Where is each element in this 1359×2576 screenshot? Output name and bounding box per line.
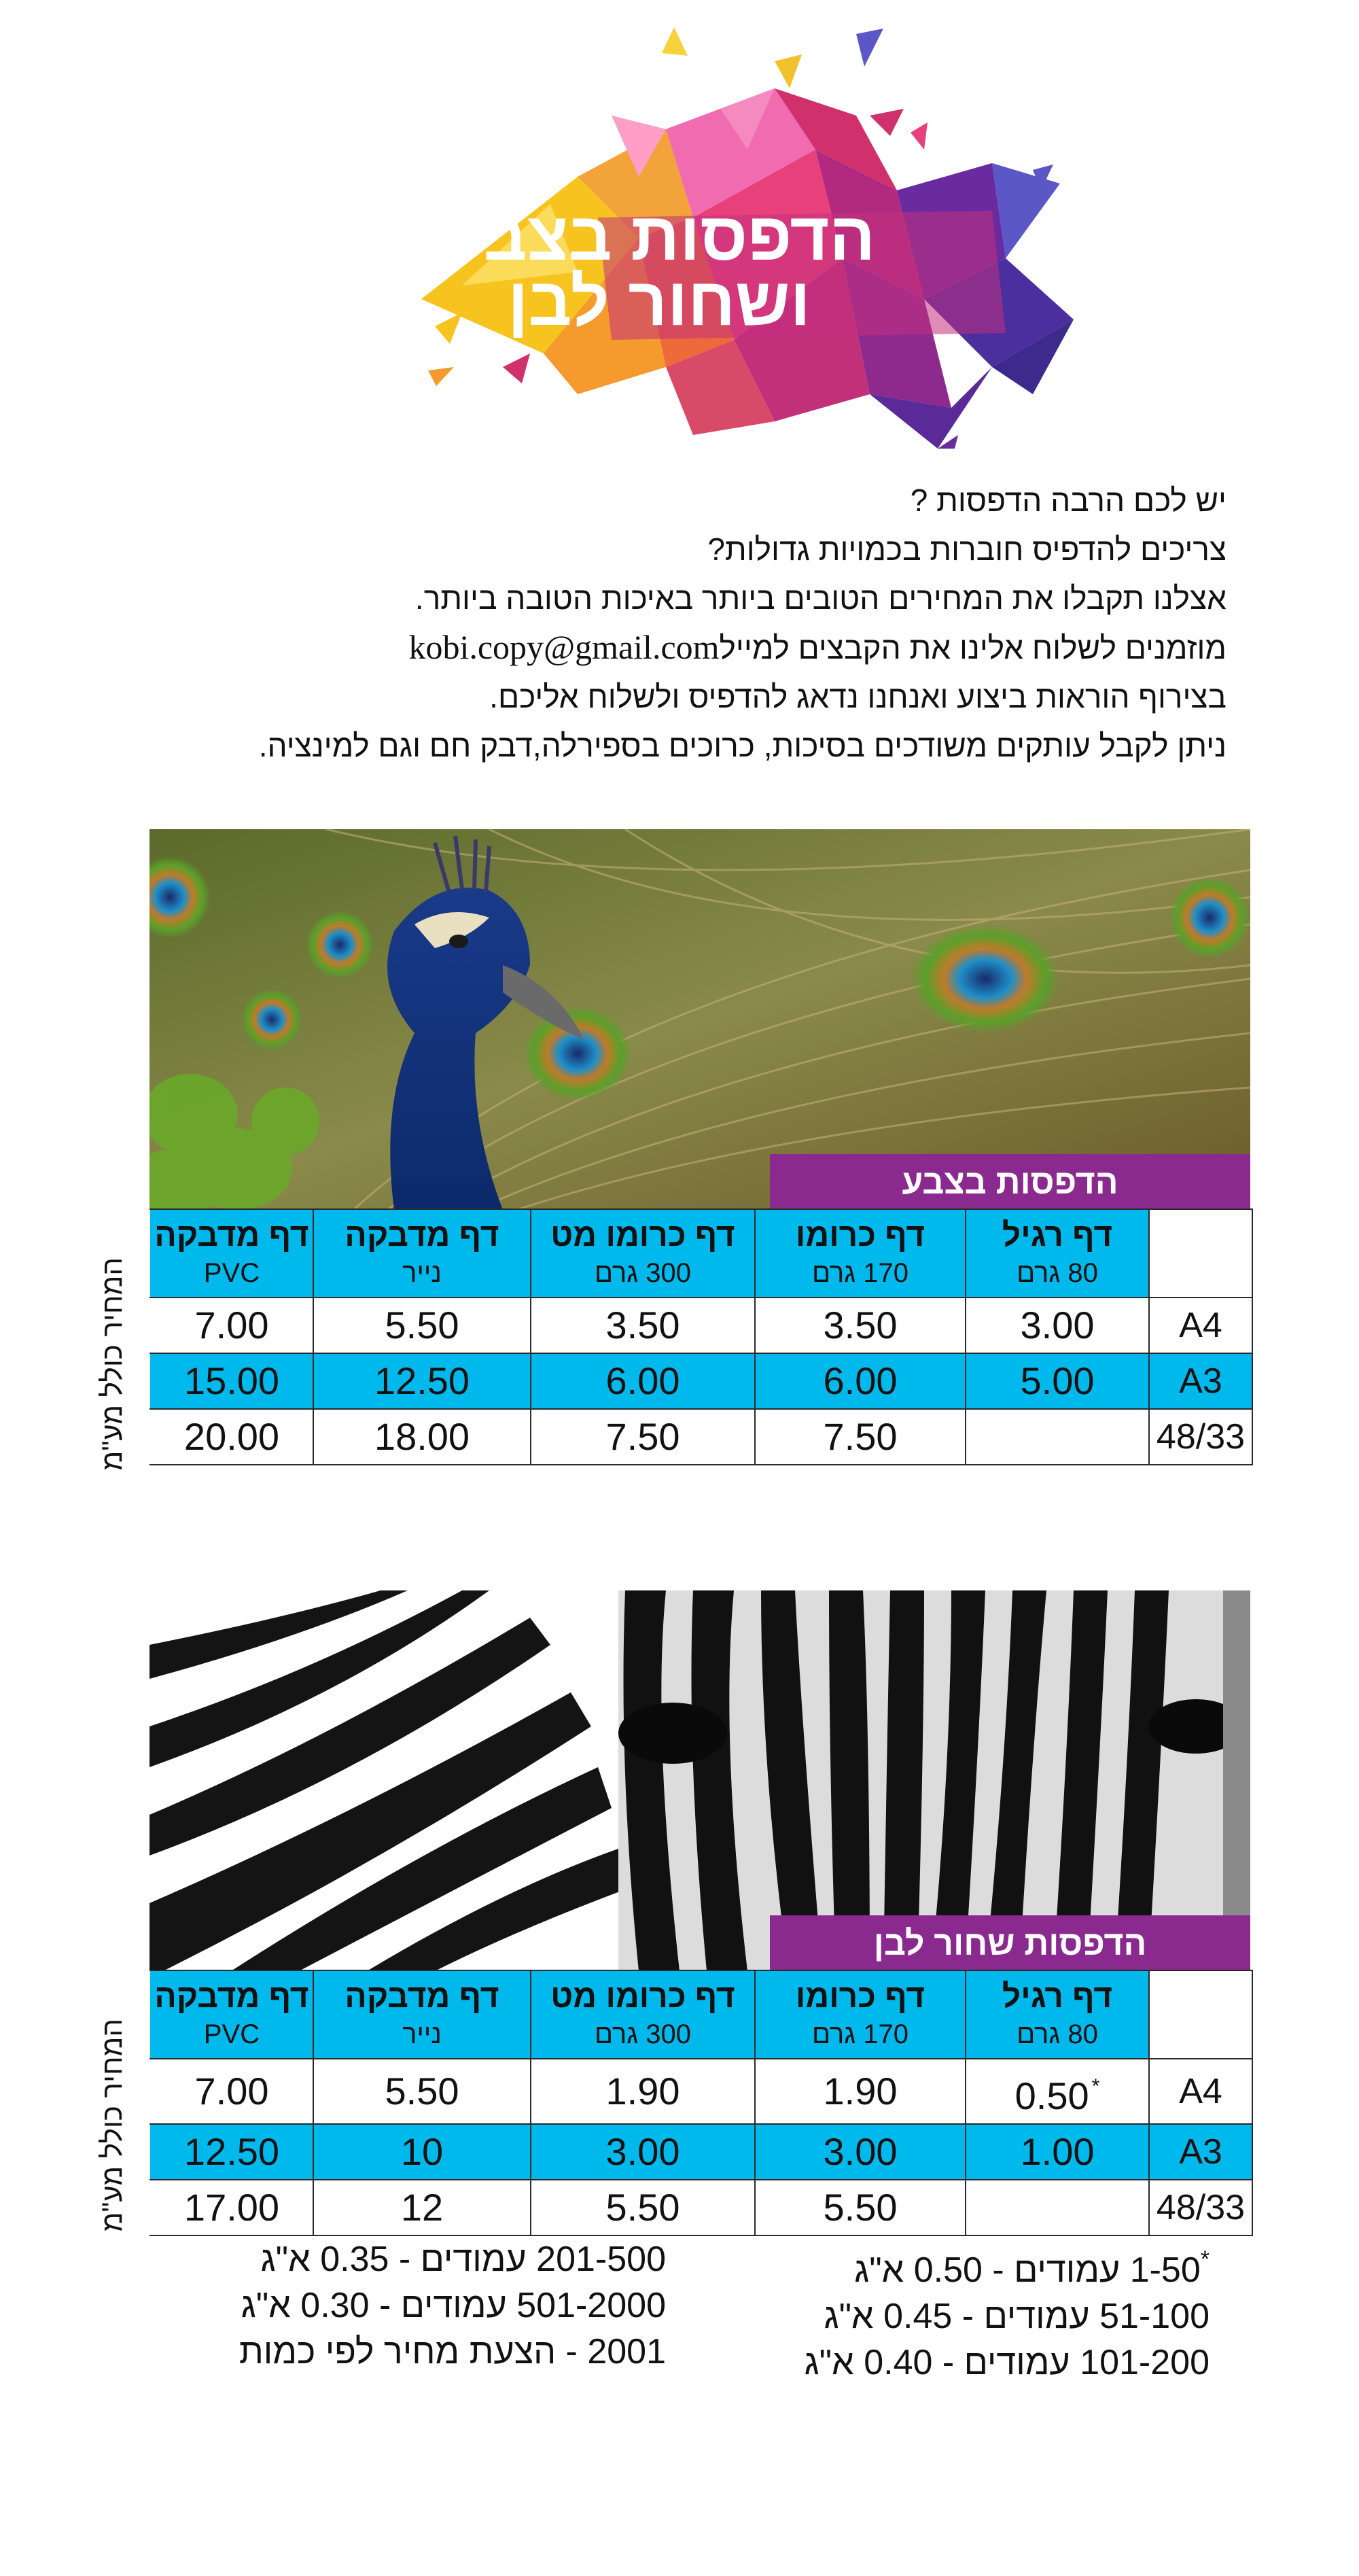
volume-line: 201-500 עמודים - 0.35 א"ג	[260, 2240, 666, 2279]
column-header: דף רגיל 80 גרם	[966, 1209, 1149, 1298]
price-cell: 15.00	[150, 1353, 313, 1409]
volume-pricing-right	[781, 2236, 1210, 2386]
row-label: A4	[1149, 1298, 1252, 1353]
intro-text	[177, 476, 1226, 770]
column-header: דף מדבקה נייר	[313, 1209, 531, 1298]
intro-line: אצלנו תקבלו את המחירים הטובים ביותר באיכות הטובה ביותר.	[414, 580, 1226, 616]
table-corner	[1149, 1209, 1252, 1298]
price-cell: 7.00	[150, 2059, 313, 2124]
column-header: דף רגיל 80 גרם	[966, 1970, 1149, 2059]
price-cell	[966, 1409, 1149, 1465]
volume-pricing-left	[224, 2236, 666, 2375]
price-cell: 7.00	[150, 1298, 313, 1353]
peacock-photo	[149, 829, 1250, 1210]
table-row	[150, 2124, 1252, 2180]
price-cell: 7.50	[531, 1409, 755, 1465]
intro-line: ניתן לקבל עותקים משודכים בסיכות, כרוכים בספירלה,דבק חם וגם למינציה.	[258, 728, 1226, 763]
price-cell: 5.50	[531, 2180, 755, 2235]
column-header: דף מדבקה PVC	[150, 1970, 313, 2059]
volume-line	[781, 2236, 1210, 2293]
intro-line-email	[177, 623, 1226, 672]
hero-title	[421, 198, 897, 340]
column-header: דף כרומו מט 300 גרם	[531, 1970, 755, 2059]
color-section-banner: הדפסות בצבע	[770, 1154, 1250, 1210]
hero-title-line1: הדפסות בצבע	[442, 198, 876, 275]
table-header-row	[150, 1209, 1252, 1298]
price-cell: 5.00	[966, 1353, 1149, 1409]
vat-note: המחיר כולל מע"מ	[96, 2019, 128, 2232]
row-label: A3	[1149, 2124, 1252, 2180]
row-label: 48/33	[1149, 2180, 1252, 2235]
price-cell: 7.50	[755, 1409, 966, 1465]
intro-line: בצירוף הוראות ביצוע ואנחנו נדאג להדפיס ולשלוח אליכם.	[489, 679, 1226, 714]
volume-text: 1-50 עמודים - 0.50 א"ג	[854, 2250, 1201, 2290]
price-value: 0.50	[1014, 2074, 1089, 2117]
volume-line: 101-200 עמודים - 0.40 א"ג	[804, 2343, 1210, 2382]
table-header-row	[150, 1970, 1252, 2059]
volume-line: 501-2000 עמודים - 0.30 א"ג	[241, 2286, 666, 2325]
table-row	[150, 1353, 1252, 1409]
bw-price-table	[149, 1970, 1253, 2236]
price-cell: 20.00	[150, 1409, 313, 1465]
color-price-table	[149, 1208, 1253, 1465]
price-cell	[966, 2180, 1149, 2235]
footnote-star: *	[1091, 2075, 1100, 2098]
column-header: דף מדבקה PVC	[150, 1209, 313, 1298]
row-label: 48/33	[1149, 1409, 1252, 1465]
bw-section-banner: הדפסות שחור לבן	[770, 1915, 1250, 1971]
email-link[interactable]: kobi.copy@gmail.com	[408, 628, 720, 666]
price-cell: 3.00	[755, 2124, 966, 2180]
price-cell: 5.50	[313, 2059, 531, 2124]
price-cell: 18.00	[313, 1409, 531, 1465]
price-cell: 12.50	[313, 1353, 531, 1409]
price-cell: 6.00	[755, 1353, 966, 1409]
price-cell: 1.90	[755, 2059, 966, 2124]
price-cell: 3.00	[966, 1298, 1149, 1353]
price-cell: 10	[313, 2124, 531, 2180]
price-cell: 1.00	[966, 2124, 1149, 2180]
row-label: A3	[1149, 1353, 1252, 1409]
price-cell: 3.00	[531, 2124, 755, 2180]
row-label: A4	[1149, 2059, 1252, 2124]
column-header: דף כרומו מט 300 גרם	[531, 1209, 755, 1298]
price-cell: 5.50	[755, 2180, 966, 2235]
table-row	[150, 2180, 1252, 2235]
price-cell: 1.90	[531, 2059, 755, 2124]
column-header: דף מדבקה נייר	[313, 1970, 531, 2059]
hero-title-line2: ושחור לבן	[508, 264, 811, 340]
table-row	[150, 1298, 1252, 1353]
intro-line: צריכים להדפיס חוברות בכמויות גדולות?	[707, 532, 1226, 567]
table-row	[150, 2059, 1252, 2124]
footnote-star: *	[1200, 2246, 1210, 2272]
price-cell: 5.50	[313, 1298, 531, 1353]
price-cell: 3.50	[531, 1298, 755, 1353]
price-cell: 6.00	[531, 1353, 755, 1409]
vat-note: המחיר כולל מע"מ	[96, 1257, 128, 1471]
price-cell: 12.50	[150, 2124, 313, 2180]
volume-line: 2001 - הצעת מחיר לפי כמות	[239, 2332, 666, 2371]
zebra-photo	[149, 1590, 1250, 1971]
column-header: דף כרומו 170 גרם	[755, 1970, 966, 2059]
price-cell: 12	[313, 2180, 531, 2235]
price-cell: 3.50	[755, 1298, 966, 1353]
intro-line: מוזמנים לשלוח אלינו את הקבצים למייל	[719, 630, 1226, 665]
price-cell: 17.00	[150, 2180, 313, 2235]
volume-line: 51-100 עמודים - 0.45 א"ג	[824, 2297, 1210, 2336]
column-header: דף כרומו 170 גרם	[755, 1209, 966, 1298]
price-cell	[966, 2059, 1149, 2124]
table-corner	[1149, 1970, 1252, 2059]
intro-line: יש לכם הרבה הדפסות ?	[910, 483, 1226, 518]
table-row	[150, 1409, 1252, 1465]
